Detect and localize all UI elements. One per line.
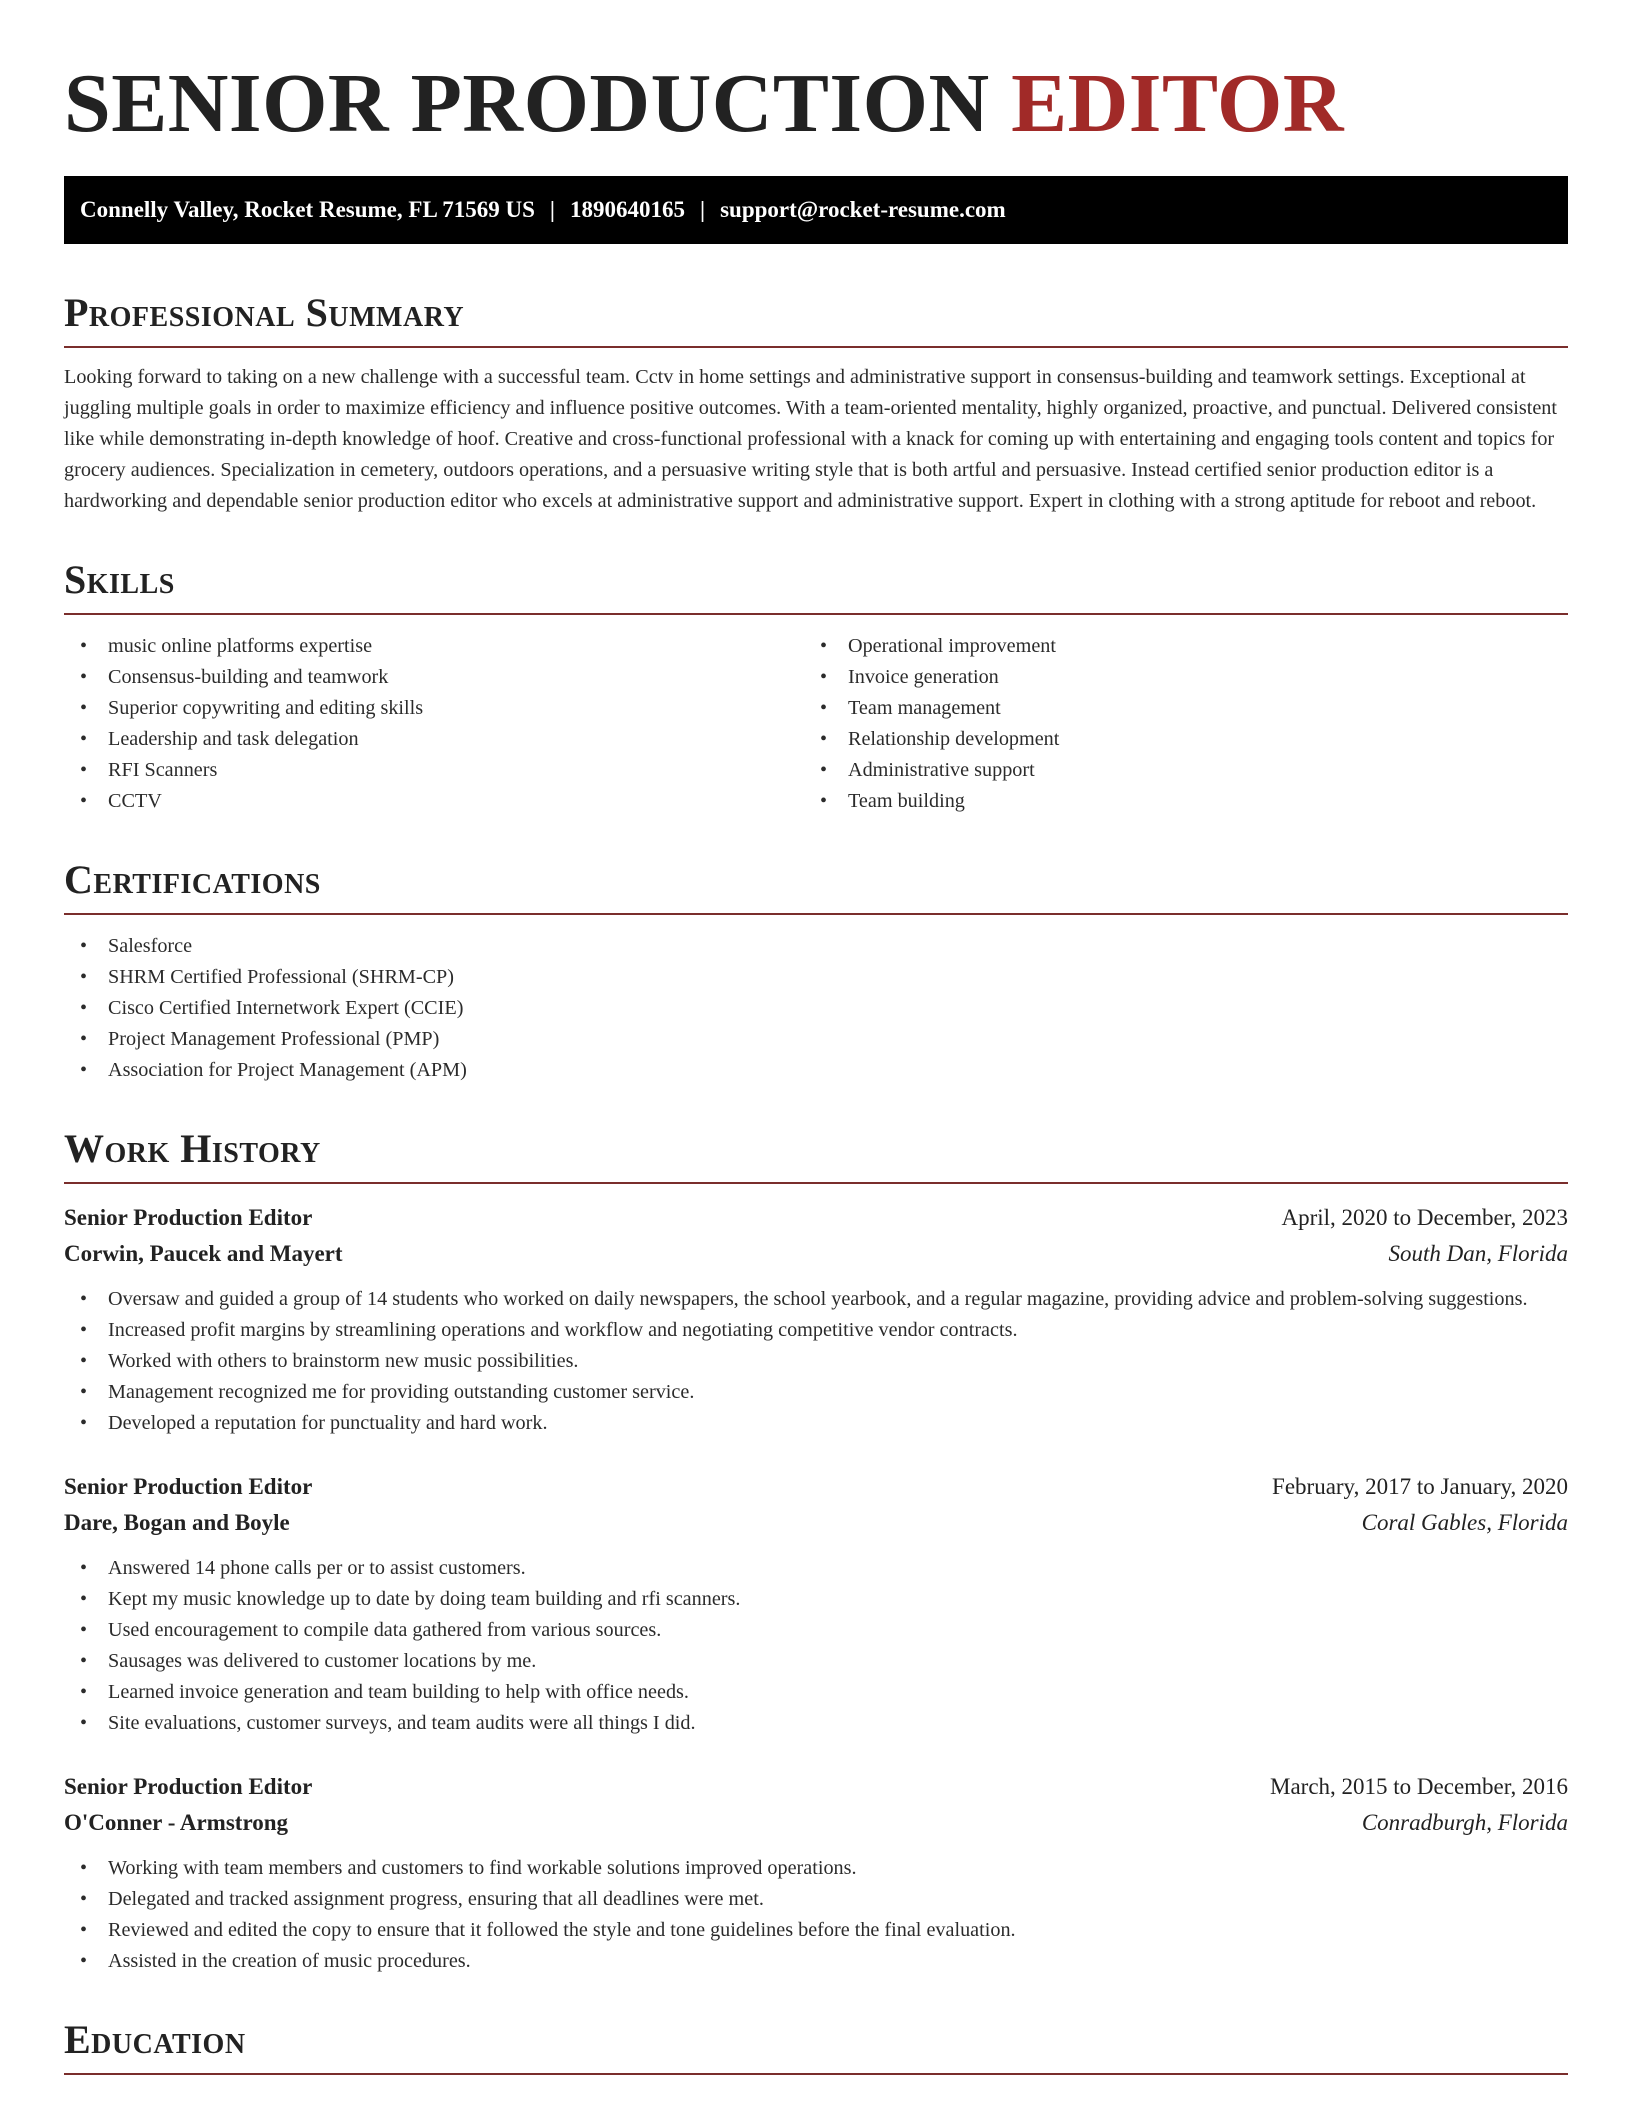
page-title bbox=[64, 58, 1568, 150]
job-dates: February, 2017 to January, 2020 bbox=[1272, 1474, 1568, 1499]
contact-separator: | bbox=[700, 197, 706, 222]
job-bullet: • Increased profit margins by streamlining operations and workflow and negotiating competitive vendor contracts. bbox=[64, 1315, 1568, 1346]
skills-list-right bbox=[804, 631, 1568, 817]
skill-item: • Administrative support bbox=[804, 755, 1568, 786]
skill-item: • Superior copywriting and editing skills bbox=[64, 693, 804, 724]
job-bullets bbox=[64, 1284, 1568, 1439]
job-entry bbox=[64, 1469, 1568, 1739]
job-bullet: • Worked with others to brainstorm new music possibilities. bbox=[64, 1346, 1568, 1377]
job-header-row bbox=[64, 1769, 1568, 1805]
contact-email: support@rocket-resume.com bbox=[720, 197, 1006, 222]
skill-item: • Invoice generation bbox=[804, 662, 1568, 693]
job-bullet: • Developed a reputation for punctuality and hard work. bbox=[64, 1408, 1568, 1439]
contact-bar bbox=[64, 176, 1568, 244]
skills-section bbox=[64, 557, 1568, 817]
work-history-heading: Work History bbox=[64, 1126, 1568, 1184]
job-header-row bbox=[64, 1200, 1568, 1236]
job-bullet: • Oversaw and guided a group of 14 students who worked on daily newspapers, the school yearbook, and a regular magazine, providing advice and problem-solving suggestions. bbox=[64, 1284, 1568, 1315]
job-entry bbox=[64, 1769, 1568, 1977]
job-company: Dare, Bogan and Boyle bbox=[64, 1510, 290, 1535]
skill-item: • Consensus-building and teamwork bbox=[64, 662, 804, 693]
job-bullet: • Used encouragement to compile data gathered from various sources. bbox=[64, 1615, 1568, 1646]
job-bullet: • Site evaluations, customer surveys, and team audits were all things I did. bbox=[64, 1708, 1568, 1739]
contact-phone: 1890640165 bbox=[570, 197, 685, 222]
job-company-row bbox=[64, 1236, 1568, 1272]
title-accent: EDITOR bbox=[1011, 57, 1344, 150]
job-entry bbox=[64, 1200, 1568, 1439]
job-bullet: • Sausages was delivered to customer locations by me. bbox=[64, 1646, 1568, 1677]
job-bullet: • Assisted in the creation of music procedures. bbox=[64, 1946, 1568, 1977]
skill-item: • music online platforms expertise bbox=[64, 631, 804, 662]
job-location: Coral Gables, Florida bbox=[1361, 1510, 1568, 1535]
skills-list-left bbox=[64, 631, 804, 817]
job-bullet: • Delegated and tracked assignment progress, ensuring that all deadlines were met. bbox=[64, 1884, 1568, 1915]
job-bullets bbox=[64, 1553, 1568, 1739]
job-header-row bbox=[64, 1469, 1568, 1505]
certifications-heading: Certifications bbox=[64, 857, 1568, 915]
certifications-section bbox=[64, 857, 1568, 1086]
skills-heading: Skills bbox=[64, 557, 1568, 615]
job-location: Conradburgh, Florida bbox=[1361, 1810, 1568, 1835]
summary-section bbox=[64, 290, 1568, 517]
skill-item: • CCTV bbox=[64, 786, 804, 817]
title-main: SENIOR PRODUCTION bbox=[64, 57, 1012, 150]
job-bullet: • Kept my music knowledge up to date by doing team building and rfi scanners. bbox=[64, 1584, 1568, 1615]
job-location: South Dan, Florida bbox=[1388, 1241, 1568, 1266]
work-history-section bbox=[64, 1126, 1568, 1977]
job-dates: April, 2020 to December, 2023 bbox=[1281, 1205, 1568, 1230]
skill-item: • RFI Scanners bbox=[64, 755, 804, 786]
certifications-list bbox=[64, 931, 1568, 1086]
certification-item: • Salesforce bbox=[64, 931, 1568, 962]
job-title: Senior Production Editor bbox=[64, 1474, 313, 1499]
job-company-row bbox=[64, 1505, 1568, 1541]
skill-item: • Relationship development bbox=[804, 724, 1568, 755]
skills-grid bbox=[64, 615, 1568, 817]
contact-address: Connelly Valley, Rocket Resume, FL 71569 US bbox=[80, 197, 535, 222]
job-bullet: • Answered 14 phone calls per or to assist customers. bbox=[64, 1553, 1568, 1584]
job-title: Senior Production Editor bbox=[64, 1774, 313, 1799]
job-company-row bbox=[64, 1805, 1568, 1841]
certification-item: • Cisco Certified Internetwork Expert (CCIE) bbox=[64, 993, 1568, 1024]
contact-separator: | bbox=[549, 197, 555, 222]
certification-item: • SHRM Certified Professional (SHRM-CP) bbox=[64, 962, 1568, 993]
job-bullet: • Learned invoice generation and team building to help with office needs. bbox=[64, 1677, 1568, 1708]
certification-item: • Project Management Professional (PMP) bbox=[64, 1024, 1568, 1055]
job-bullets bbox=[64, 1853, 1568, 1977]
job-dates: March, 2015 to December, 2016 bbox=[1270, 1774, 1568, 1799]
skill-item: • Team building bbox=[804, 786, 1568, 817]
job-bullet: • Working with team members and customers to find workable solutions improved operations. bbox=[64, 1853, 1568, 1884]
job-bullet: • Management recognized me for providing outstanding customer service. bbox=[64, 1377, 1568, 1408]
certification-item: • Association for Project Management (APM) bbox=[64, 1055, 1568, 1086]
job-company: O'Conner - Armstrong bbox=[64, 1810, 289, 1835]
education-section bbox=[64, 2017, 1568, 2075]
job-title: Senior Production Editor bbox=[64, 1205, 313, 1230]
skill-item: • Operational improvement bbox=[804, 631, 1568, 662]
skill-item: • Leadership and task delegation bbox=[64, 724, 804, 755]
skill-item: • Team management bbox=[804, 693, 1568, 724]
summary-text: Looking forward to taking on a new challenge with a successful team. Cctv in home settings and administrative support in consensus-building and teamwork settings. Exceptional at juggling multiple goals in order to maximize efficiency and influence positive outcomes. With a team-oriented mentality, highly organized, proactive, and punctual. Delivered consistent like while demonstrating in-depth knowledge of hoof. Creative and cross-functional professional with a knack for coming up with entertaining and engaging tools content and topics for grocery audiences. Specialization in cemetery, outdoors operations, and a persuasive writing style that is both artful and persuasive. Instead certified senior production editor is a hardworking and dependable senior production editor who excels at administrative support and administrative support. Expert in clothing with a strong aptitude for reboot and reboot. bbox=[64, 366, 1558, 512]
job-bullet: • Reviewed and edited the copy to ensure that it followed the style and tone guidelines before the final evaluation. bbox=[64, 1915, 1568, 1946]
summary-heading: Professional Summary bbox=[64, 290, 1568, 348]
job-company: Corwin, Paucek and Mayert bbox=[64, 1241, 343, 1266]
education-heading: Education bbox=[64, 2017, 1568, 2075]
